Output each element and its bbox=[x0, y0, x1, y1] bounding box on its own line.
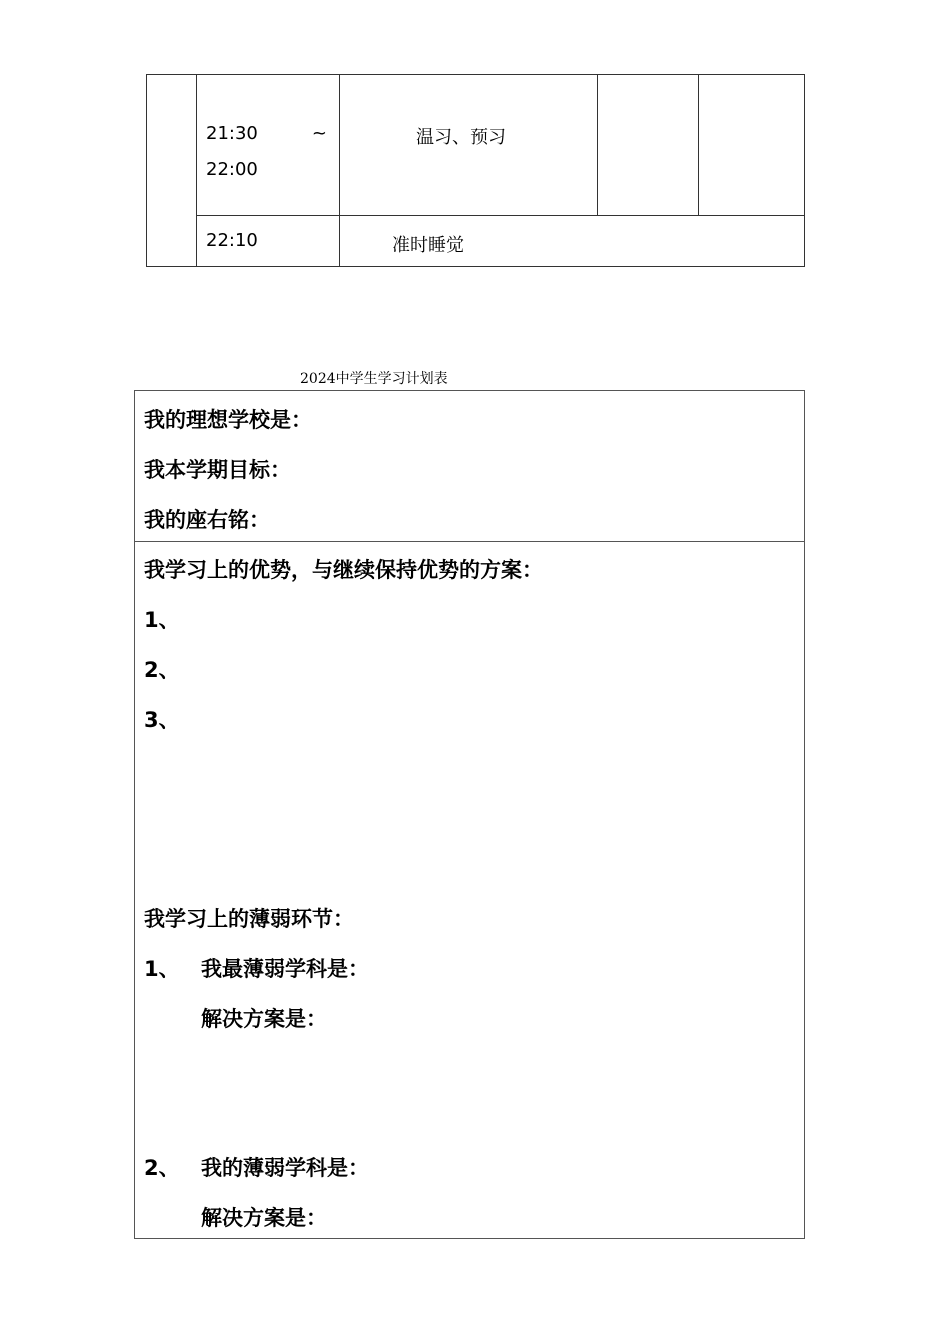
weak-item-1-solution: 解决方案是： bbox=[201, 1007, 327, 1031]
weak-item-1 bbox=[144, 953, 369, 983]
time-text: 22:10 bbox=[206, 230, 258, 251]
plan-title: 2024中学生学习计划表 bbox=[300, 371, 448, 387]
activity-cell bbox=[340, 75, 598, 216]
weak-item-2-number: 2、 bbox=[144, 1156, 180, 1180]
motto-label: 我的座右铭： bbox=[144, 508, 270, 532]
time-tilde: ~ bbox=[311, 123, 327, 144]
strength-item-2: 2、 bbox=[144, 658, 180, 682]
section-divider bbox=[135, 541, 804, 542]
weak-item-1-number: 1、 bbox=[144, 957, 180, 981]
strength-item-3: 3、 bbox=[144, 708, 180, 732]
weak-item-1-label: 我最薄弱学科是： bbox=[201, 957, 369, 981]
left-merged-cell bbox=[147, 75, 197, 267]
time-cell bbox=[197, 216, 340, 267]
time-start: 21:30 bbox=[206, 123, 258, 144]
weak-item-2-solution: 解决方案是： bbox=[201, 1206, 327, 1230]
time-end: 22:00 bbox=[206, 159, 258, 180]
schedule-table bbox=[146, 74, 805, 267]
empty-cell bbox=[598, 75, 699, 216]
activity-text: 温习、预习 bbox=[416, 127, 506, 148]
weak-item-2-label: 我的薄弱学科是： bbox=[201, 1156, 369, 1180]
strengths-heading: 我学习上的优势，与继续保持优势的方案： bbox=[144, 558, 543, 582]
table-row bbox=[147, 216, 805, 267]
weakness-heading: 我学习上的薄弱环节： bbox=[144, 907, 354, 931]
activity-cell bbox=[340, 216, 805, 267]
semester-goal-label: 我本学期目标： bbox=[144, 458, 291, 482]
empty-cell bbox=[699, 75, 805, 216]
time-cell bbox=[197, 75, 340, 216]
table-row bbox=[147, 75, 805, 216]
activity-text: 准时睡觉 bbox=[392, 235, 464, 256]
plan-box bbox=[134, 390, 805, 1239]
strength-item-1: 1、 bbox=[144, 608, 180, 632]
weak-item-2 bbox=[144, 1152, 369, 1182]
ideal-school-label: 我的理想学校是： bbox=[144, 408, 312, 432]
